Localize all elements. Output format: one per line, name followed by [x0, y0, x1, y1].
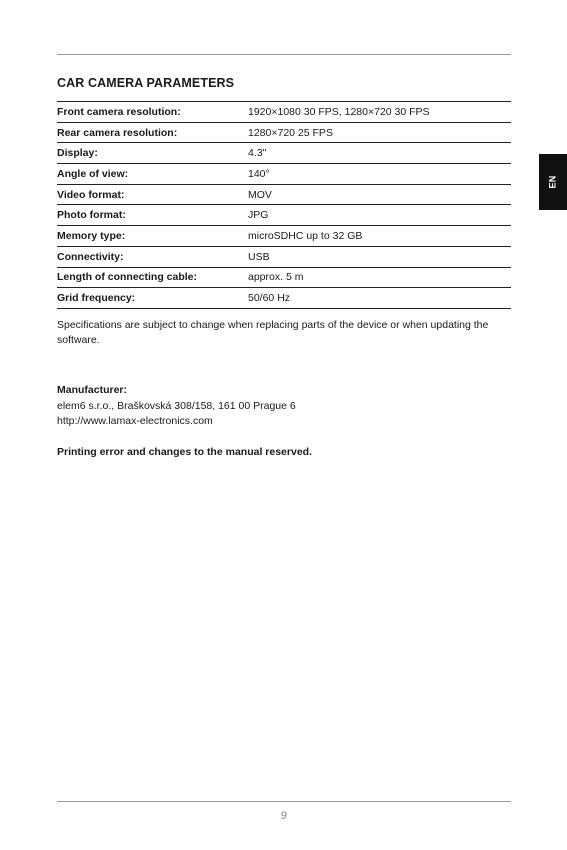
spec-value: 1280×720 25 FPS: [248, 122, 511, 143]
section-title: CAR CAMERA PARAMETERS: [57, 76, 235, 90]
spec-row: [57, 246, 511, 267]
top-divider: [57, 54, 511, 55]
spec-row: [57, 143, 511, 164]
page-number: 9: [280, 810, 287, 822]
spec-label: Connectivity:: [57, 246, 248, 267]
spec-row: [57, 226, 511, 247]
manufacturer-heading: Manufacturer:: [57, 384, 128, 396]
spec-row: [57, 184, 511, 205]
spec-label: Photo format:: [57, 205, 248, 226]
spec-label: Video format:: [57, 184, 248, 205]
specifications-note: Specifications are subject to change when replacing parts of the device or when updating the software.: [57, 319, 489, 346]
spec-value: JPG: [248, 205, 511, 226]
spec-label: Rear camera resolution:: [57, 122, 248, 143]
spec-row: [57, 102, 511, 123]
spec-label: Display:: [57, 143, 248, 164]
manufacturer-website: http://www.lamax-electronics.com: [57, 415, 213, 427]
spec-value: USB: [248, 246, 511, 267]
spec-label: Memory type:: [57, 226, 248, 247]
printing-error-note: Printing error and changes to the manual reserved.: [57, 446, 312, 458]
spec-row: [57, 288, 511, 309]
spec-value: MOV: [248, 184, 511, 205]
language-tab: [539, 154, 567, 210]
spec-value: 50/60 Hz: [248, 288, 511, 309]
spec-row: [57, 122, 511, 143]
spec-row: [57, 164, 511, 185]
spec-value: approx. 5 m: [248, 267, 511, 288]
spec-value: microSDHC up to 32 GB: [248, 226, 511, 247]
spec-table: [57, 101, 511, 309]
manufacturer-block: [57, 383, 296, 430]
spec-label: Angle of view:: [57, 164, 248, 185]
spec-label: Grid frequency:: [57, 288, 248, 309]
spec-row: [57, 267, 511, 288]
spec-row: [57, 205, 511, 226]
manufacturer-address: elem6 s.r.o., Braškovská 308/158, 161 00 Prague 6: [57, 399, 296, 412]
spec-value: 4.3": [248, 143, 511, 164]
bottom-divider: [57, 801, 511, 802]
spec-value: 140°: [248, 164, 511, 185]
spec-label: Length of connecting cable:: [57, 267, 248, 288]
spec-value: 1920×1080 30 FPS, 1280×720 30 FPS: [248, 102, 511, 123]
language-tab-label: EN: [547, 175, 558, 189]
spec-label: Front camera resolution:: [57, 102, 248, 123]
